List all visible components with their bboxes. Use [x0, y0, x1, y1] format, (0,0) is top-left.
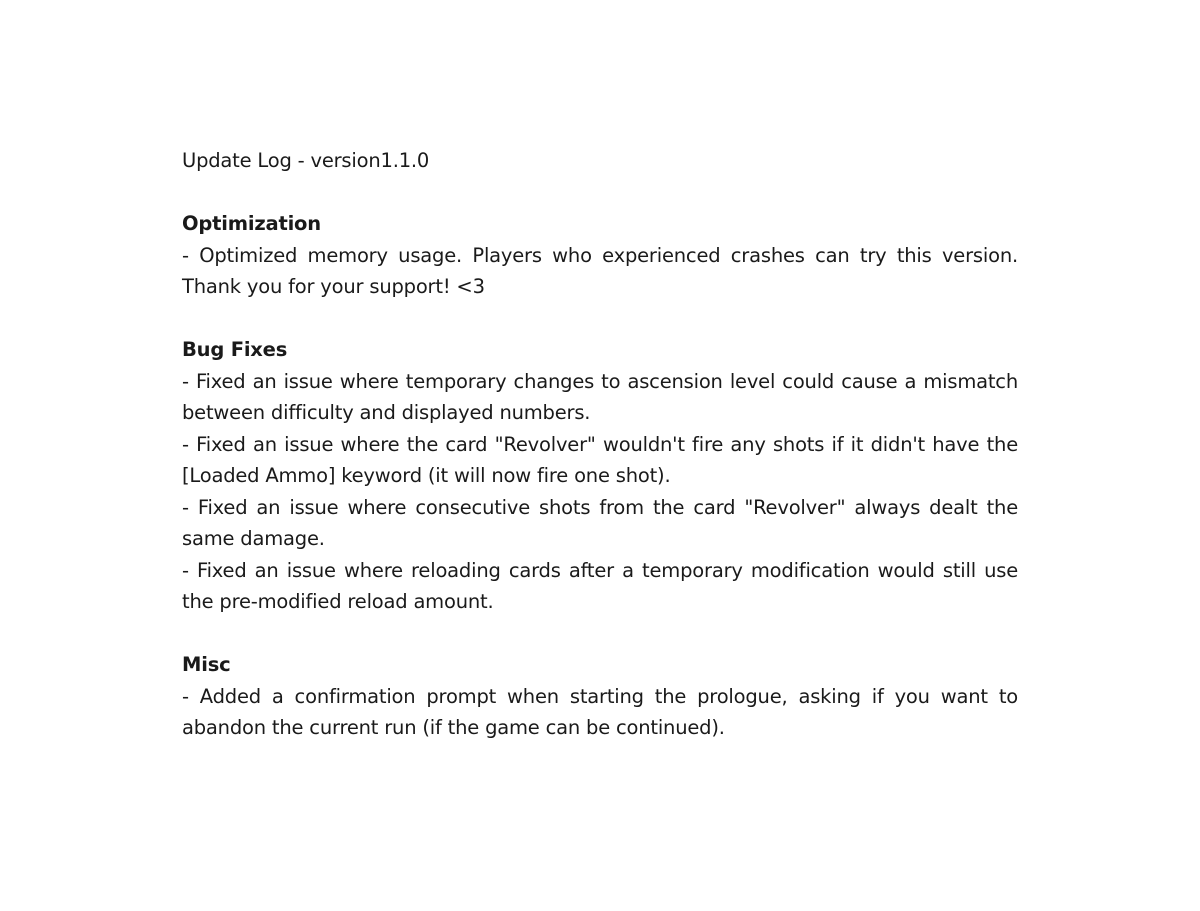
section-optimization: [182, 208, 1018, 303]
section-bug-fixes: [182, 334, 1018, 618]
bug-fix-entry-4: - Fixed an issue where reloading cards after a temporary modification would still use the pre-modified reload amount.: [182, 558, 1018, 613]
update-log-title: Update Log - version1.1.0: [182, 149, 430, 172]
section-heading-optimization: Optimization: [182, 212, 321, 235]
bug-fix-entry-3: - Fixed an issue where consecutive shots from the card "Revolver" always dealt the same damage.: [182, 495, 1018, 550]
update-log-document: [182, 145, 1018, 744]
misc-entry-1: - Added a confirmation prompt when starting the prologue, asking if you want to abandon the current run (if the game can be continued).: [182, 684, 1018, 739]
bug-fix-entry-2: - Fixed an issue where the card "Revolver" wouldn't fire any shots if it didn't have the [Loaded Ammo] keyword (it will now fire one shot).: [182, 432, 1018, 487]
section-heading-misc: Misc: [182, 653, 231, 676]
section-heading-bug-fixes: Bug Fixes: [182, 338, 288, 361]
section-misc: [182, 649, 1018, 744]
optimization-entry-1: - Optimized memory usage. Players who experienced crashes can try this version. Thank you for your support! <3: [182, 243, 1018, 298]
bug-fix-entry-1: - Fixed an issue where temporary changes to ascension level could cause a mismatch between difficulty and displayed numbers.: [182, 369, 1018, 424]
